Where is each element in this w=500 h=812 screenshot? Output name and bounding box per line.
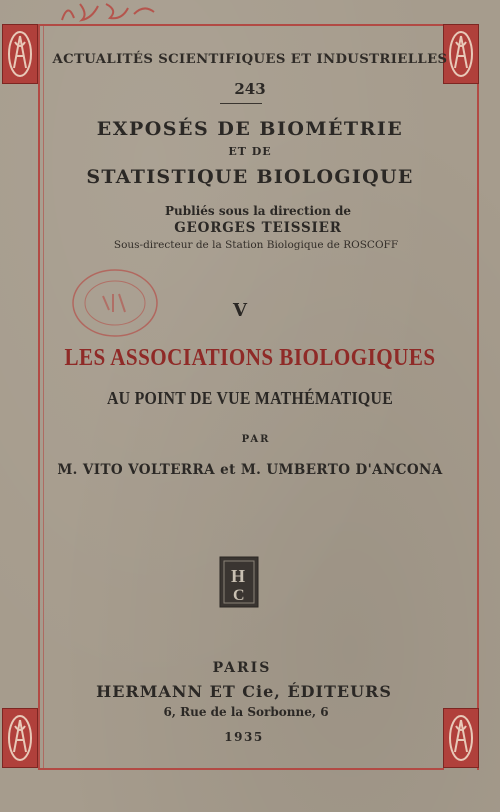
imprint-address: 6, Rue de la Sorbonne, 6 [163, 705, 329, 719]
published-under-label: Publiés sous la direction de [165, 204, 351, 218]
frame-bottom [38, 768, 444, 770]
number-underline [220, 103, 262, 104]
director-name: GEORGES TEISSIER [174, 220, 342, 236]
by-label: PAR [241, 434, 271, 445]
volume-number: V [233, 300, 247, 321]
series-title: ACTUALITÉS SCIENTIFIQUES ET INDUSTRIELLES [52, 52, 448, 67]
svg-text:C: C [233, 587, 245, 604]
work-title: LES ASSOCIATIONS BIOLOGIQUES [64, 345, 436, 371]
frame-top [38, 24, 444, 26]
imprint-publisher: HERMANN ET Cie, ÉDITEURS [96, 682, 392, 701]
series-number: 243 [234, 80, 266, 98]
collection-title-line-2: ET DE [228, 145, 272, 158]
director-role: Sous-directeur de la Station Biologique de ROSCOFF [113, 239, 399, 251]
authors: M. VITO VOLTERRA et M. UMBERTO D'ANCONA [57, 462, 443, 478]
imprint-year: 1935 [224, 730, 264, 744]
handwritten-mark [58, 0, 158, 24]
collection-title-line-3: STATISTIQUE BIOLOGIQUE [86, 166, 414, 188]
work-subtitle: AU POINT DE VUE MATHÉMATIQUE [106, 388, 394, 408]
imprint-city: PARIS [212, 660, 272, 676]
svg-text:H: H [231, 566, 246, 586]
publisher-logo-icon [219, 556, 259, 608]
collection-title-line-1: EXPOSÉS DE BIOMÉTRIE [96, 118, 404, 140]
